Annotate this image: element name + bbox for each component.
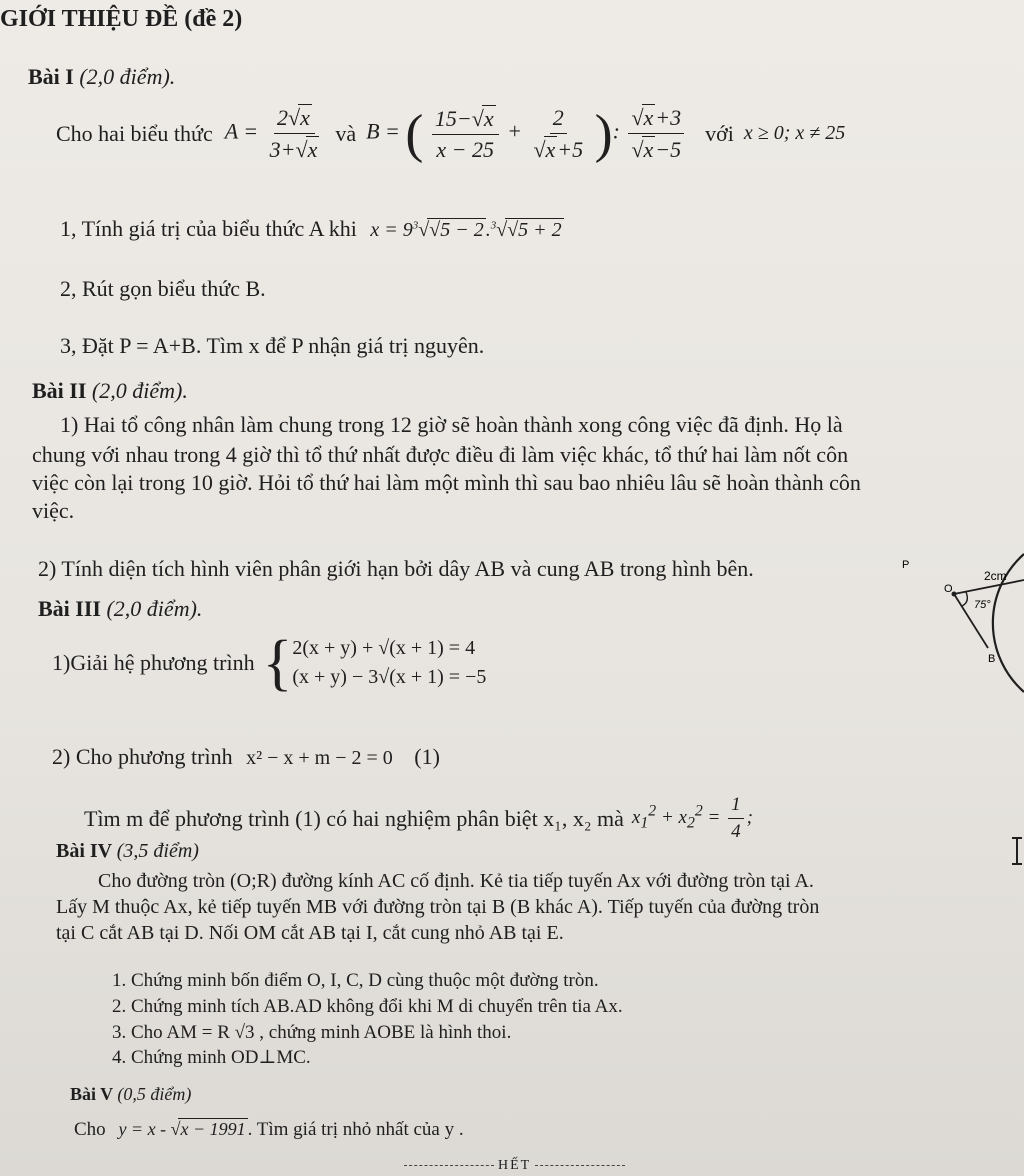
section-bai-2-heading: Bài II (2,0 điểm). [32,378,188,403]
section-bai-5-heading: Bài V (0,5 điểm) [70,1084,192,1104]
bai-2-p1-line3: việc còn lại trong 10 giờ. Hỏi tổ thứ hai làm một mình thì sau bao nhiêu lâu sẽ hoàn thành côn [32,470,861,495]
bai-3-q1: 1)Giải hệ phương trình { 2(x + y) + √(x + 1) = 4 (x + y) − 3√(x + 1) = −5 [52,629,487,697]
equation-2: (x + y) − 3√(x + 1) = −5 [292,666,487,688]
bai-1-q3: 3, Đặt P = A+B. Tìm x để P nhận giá trị nguyên. [60,333,485,358]
bai-4-item3: 3. Cho AM = R √3 , chứng minh AOBE là hình thoi. [112,1022,512,1043]
sum-squares-expr: $x_1^2 + x_2^2$ = $\frac{1}{4}$ ; [631,794,753,842]
label-radius: 2cm [984,569,1007,583]
x-value-expr: $x = 9^3√√5 - 2$ .$^3$√√5 + 2 [370,219,562,241]
bai-4-item4: 4. Chứng minh OD⊥MC. [112,1047,311,1068]
bai-2-p1-line1: 1) Hai tổ công nhân làm chung trong 12 giờ sẽ hoàn thành xong công việc đã định. Họ là [60,412,843,437]
bai-4-line3: tại C cắt AB tại D. Nối OM cắt AB tại I, cắt cung nhỏ AB tại E. [56,922,564,944]
bai-2-p2: 2) Tính diện tích hình viên phân giới hạn bởi dây AB và cung AB trong hình bên. [38,556,754,581]
page-title: GIỚI THIỆU ĐỀ (đề 2) [0,6,243,32]
equation-3: x² − x + m − 2 = 0 [246,747,393,769]
bai-3-q2: 2) Cho phương trình x² − x + m − 2 = 0 (1) [52,744,440,769]
condition: x ≥ 0; x ≠ 25 [743,122,846,144]
bai-1-expressions [56,104,845,163]
equation-3-tag: (1) [414,744,440,769]
bai-1-q2: 2, Rút gọn biểu thức B. [60,276,266,301]
label-b: B [988,653,996,665]
expr-a: A = $\frac{2√x}{3+√x}$ [224,105,318,162]
bai-4-line2: Lấy M thuộc Ax, kẻ tiếp tuyến MB với đường tròn tại B (B khác A). Tiếp tuyến của đường tròn [56,896,820,918]
label-p: P [902,559,910,571]
and-text: và [335,120,357,146]
text-cursor-icon [1010,836,1024,866]
bai-4-line1: Cho đường tròn (O;R) đường kính AC cố định. Kẻ tia tiếp tuyến Ax với đường tròn tại A. [98,870,814,892]
bai-2-p1-line4: việc. [32,498,75,523]
label-o: O [944,583,953,595]
system-brace: { [262,629,293,697]
circle-figure [888,550,1024,700]
section-bai-3-heading: Bài III (2,0 điểm). [38,596,203,621]
equation-system [292,637,486,689]
bai-4-item1: 1. Chứng minh bốn điểm O, I, C, D cùng thuộc một đường tròn. [112,970,599,991]
bai-2-p1-line2: chung với nhau trong 4 giờ thì tổ thứ nhất được điều đi làm việc khác, tổ thứ hai làm nốt côn [32,442,849,467]
section-bai-1-heading: Bài I (2,0 điểm). [28,64,176,89]
with-text: với [705,120,734,146]
angle-arc [962,592,967,606]
section-bai-4-heading: Bài IV (3,5 điểm) [56,840,199,862]
y-expression: y = x - √x − 1991 [118,1119,246,1139]
intro-text: Cho hai biểu thức [56,120,213,146]
bai-1-q1: 1, Tính giá trị của biểu thức A khi $x = 9^3√√5 - 2$ .$^3$√√5 + 2 [60,216,562,241]
end-marker: HẾT [400,1158,629,1174]
expr-b: B = ( $\frac{15-√x}{x - 25}$ + $\frac{2}{√x+5}$ ): $\frac{√x+3}{√x-5}$ [366,104,687,163]
label-angle: 75° [974,599,991,611]
bai-3-q2b: Tìm m để phương trình (1) có hai nghiệm phân biệt x₁, x₂ mà $x_1^2 + x_2^2$ = $\frac{1}{4}$ ; [84,794,753,842]
bai-4-item2: 2. Chứng minh tích AB.AD không đổi khi M di chuyển trên tia Ax. [112,996,623,1017]
bai-5-text: Cho y = x - √x − 1991 . Tìm giá trị nhỏ nhất của y . [74,1119,464,1140]
equation-1: 2(x + y) + √(x + 1) = 4 [292,637,476,659]
